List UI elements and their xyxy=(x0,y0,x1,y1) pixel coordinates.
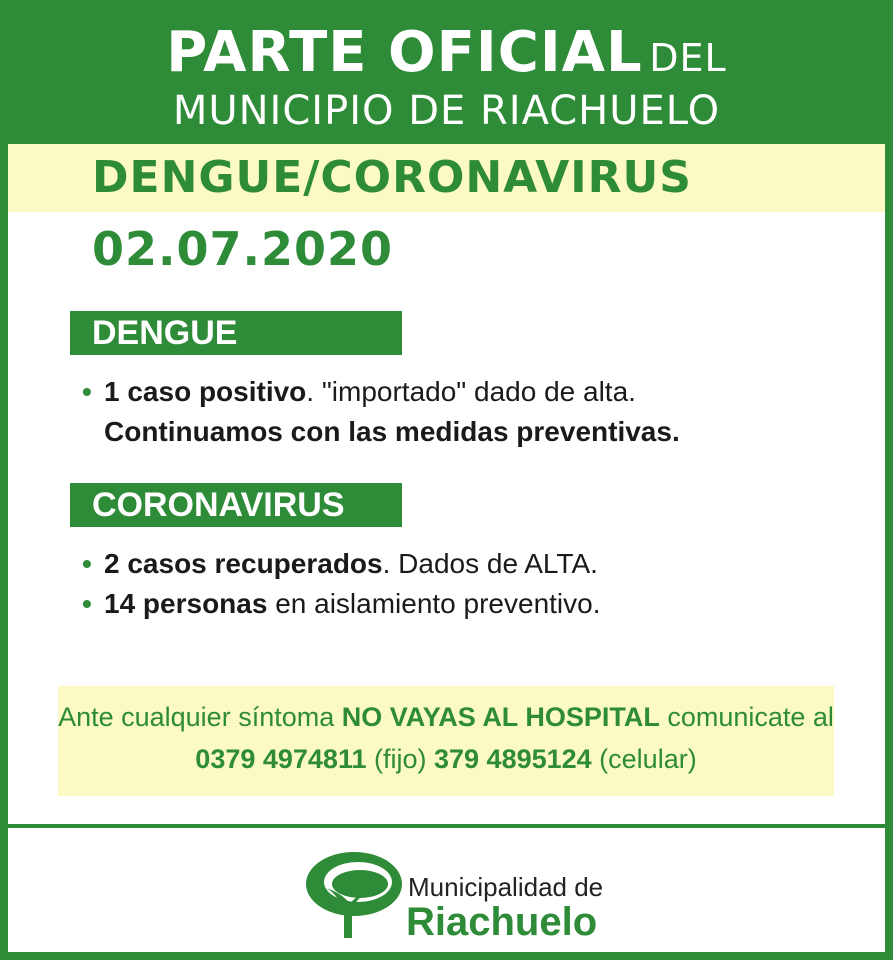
notice-warning: NO VAYAS AL HOSPITAL xyxy=(341,702,660,732)
notice-instruction: comunicate al xyxy=(659,702,834,732)
subtitle-band xyxy=(8,144,885,212)
logo-text-small: Municipalidad de xyxy=(408,872,604,902)
dengue-bullet-list xyxy=(82,372,862,452)
dengue-status-text: . "importado" dado de alta. xyxy=(306,376,636,407)
phone-landline-label: (fijo) xyxy=(366,744,434,774)
isolation-count: 14 personas xyxy=(104,588,268,619)
dengue-positive-count: 1 caso positivo xyxy=(104,376,307,407)
coronavirus-bullet-list xyxy=(82,544,862,624)
isolation-status-text: en aislamiento preventivo. xyxy=(267,588,601,619)
footer-divider xyxy=(8,824,885,828)
tree-logo-icon xyxy=(300,846,404,942)
notice-intro: Ante cualquier síntoma xyxy=(58,702,342,732)
phone-mobile: 379 4895124 xyxy=(434,744,592,774)
page-title xyxy=(8,20,885,85)
header-banner xyxy=(8,8,885,144)
bullet-icon: • xyxy=(82,588,92,619)
notice-line2 xyxy=(58,744,834,775)
section-heading-dengue: DENGUE xyxy=(70,311,402,355)
title-connector: DEL xyxy=(649,36,727,80)
notice-line1 xyxy=(58,702,834,733)
title-main: PARTE OFICIAL xyxy=(166,20,643,85)
list-item xyxy=(82,372,862,412)
report-date: 02.07.2020 xyxy=(92,222,394,276)
list-item-continuation xyxy=(82,412,862,452)
title-municipality: MUNICIPIO DE RIACHUELO xyxy=(172,88,721,134)
recovered-status-text: . Dados de ALTA. xyxy=(382,548,598,579)
phone-landline: 0379 4974811 xyxy=(195,744,367,774)
hospital-notice xyxy=(58,686,834,796)
dengue-measures-text: Continuamos con las medidas preventivas. xyxy=(104,416,680,447)
bullet-icon: • xyxy=(82,548,92,579)
recovered-count: 2 casos recuperados xyxy=(104,548,383,579)
subtitle: DENGUE/CORONAVIRUS xyxy=(92,152,692,203)
list-item xyxy=(82,584,862,624)
phone-mobile-label: (celular) xyxy=(591,744,697,774)
section-heading-coronavirus: CORONAVIRUS xyxy=(70,483,402,527)
bullet-icon: • xyxy=(82,376,92,407)
logo-text-big: Riachuelo xyxy=(406,900,598,944)
list-item xyxy=(82,544,862,584)
